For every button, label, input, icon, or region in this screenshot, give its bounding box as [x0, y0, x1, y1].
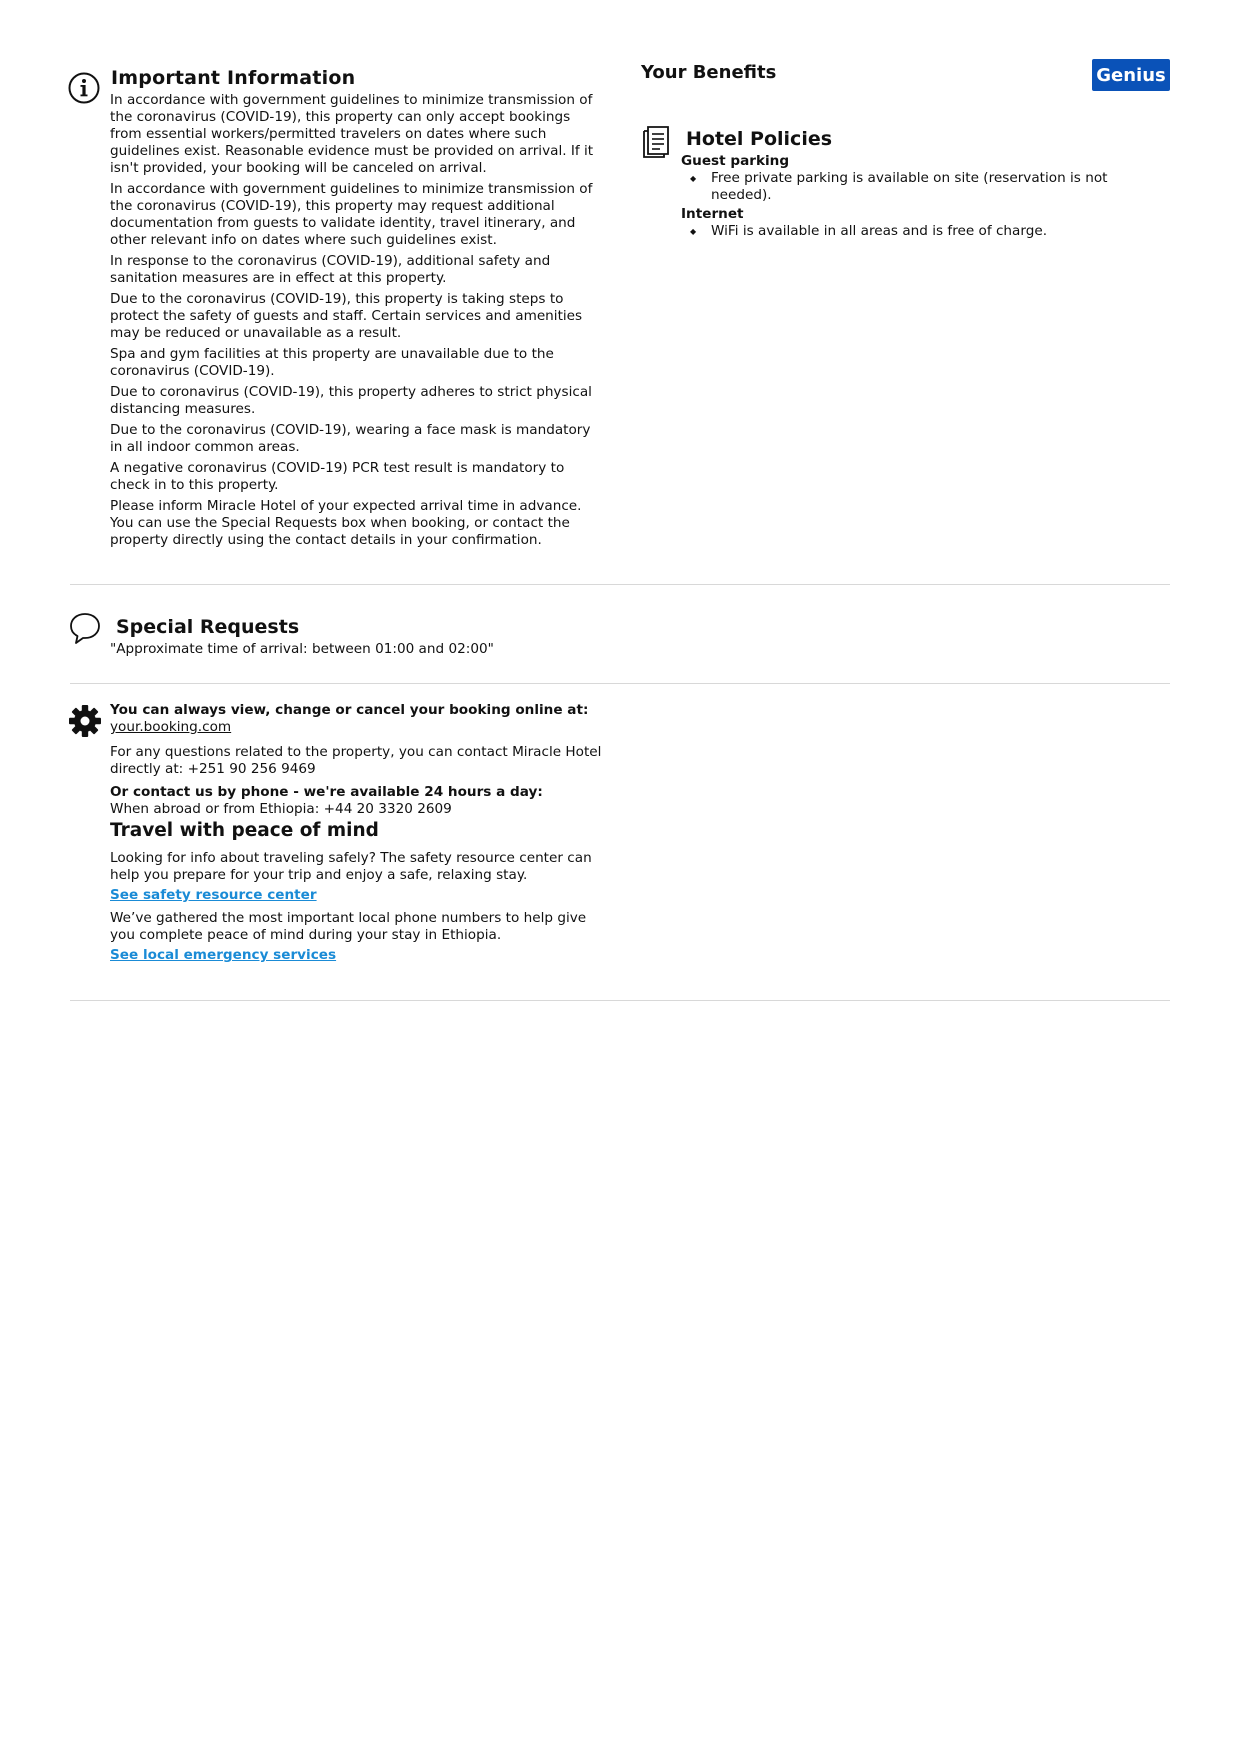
phone-contact-label: Or contact us by phone - we're available 24 hours a day: [110, 784, 543, 800]
important-paragraph: Due to the coronavirus (COVID-19), this property is taking steps to protect the safety of guests and staff. Certain services and amenities may be reduced or unavailable as a result. [110, 291, 583, 341]
speech-bubble-icon [68, 611, 102, 647]
local-emergency-services-link[interactable]: See local emergency services [110, 947, 337, 963]
safety-resource-center-link[interactable]: See safety resource center [110, 887, 317, 903]
special-requests-text: "Approximate time of arrival: between 01:00 and 02:00" [110, 641, 494, 657]
important-paragraph: Spa and gym facilities at this property are unavailable due to the coronavirus (COVID-19). [110, 346, 554, 379]
important-paragraph: Due to the coronavirus (COVID-19), wearing a face mask is mandatory in all indoor common areas. [110, 422, 591, 455]
list-item: ◆ Free private parking is available on site (reservation is not needed). [681, 170, 1171, 204]
section-divider [70, 683, 1170, 684]
important-information-title: Important Information [111, 67, 356, 89]
section-divider [70, 584, 1170, 585]
manage-booking-section [110, 702, 610, 970]
important-information-body [110, 92, 605, 553]
policy-list [681, 170, 1171, 204]
property-contact-text: For any questions related to the property, you can contact Miracle Hotel directly at: +251 90 256 9469 [110, 744, 602, 777]
policy-heading-internet: Internet [681, 206, 744, 222]
important-paragraph: Please inform Miracle Hotel of your expected arrival time in advance. You can use the Special Requests box when booking, or contact the property directly using the contact details in your confirmation. [110, 498, 582, 548]
manage-online-label: You can always view, change or cancel your booking online at: [110, 702, 589, 718]
important-paragraph: Due to coronavirus (COVID-19), this property adheres to strict physical distancing measures. [110, 384, 592, 417]
travel-safety-text: Looking for info about traveling safely? The safety resource center can help you prepare for your trip and enjoy a safe, relaxing stay. [110, 850, 592, 883]
list-item: ◆ WiFi is available in all areas and is free of charge. [681, 223, 1171, 240]
genius-badge: Genius [1092, 59, 1170, 91]
manage-online-block [110, 702, 610, 736]
phone-contact-text: When abroad or from Ethiopia: +44 20 3320 2609 [110, 801, 452, 817]
hotel-policies-title: Hotel Policies [686, 128, 833, 150]
info-icon [68, 72, 100, 104]
important-paragraph: In response to the coronavirus (COVID-19), additional safety and sanitation measures are in effect at this property. [110, 253, 551, 286]
booking-online-link[interactable]: your.booking.com [110, 719, 232, 735]
special-requests-title: Special Requests [116, 616, 300, 638]
document-icon [641, 125, 671, 159]
gear-icon [68, 704, 102, 738]
phone-contact-block [110, 784, 610, 818]
your-benefits-title: Your Benefits [641, 62, 777, 83]
travel-peace-of-mind-title: Travel with peace of mind [110, 820, 379, 841]
emergency-numbers-text: We’ve gathered the most important local phone numbers to help give you complete peace of mind during your stay in Ethiopia. [110, 910, 587, 943]
important-paragraph: In accordance with government guidelines to minimize transmission of the coronavirus (COVID-19), this property may request additional documentation from guests to validate identity, travel itinerary, and other relevant info on dates where such guidelines exist. [110, 181, 593, 248]
hotel-policies-body [681, 153, 1171, 242]
section-divider [70, 1000, 1170, 1001]
policy-heading-guest-parking: Guest parking [681, 153, 790, 169]
important-paragraph: A negative coronavirus (COVID-19) PCR test result is mandatory to check in to this property. [110, 460, 565, 493]
important-paragraph: In accordance with government guidelines to minimize transmission of the coronavirus (COVID-19), this property can only accept bookings from essential workers/permitted travelers on dates where such guidelines exist. Reasonable evidence must be provided on arrival. If it isn't provided, your booking will be canceled on arrival. [110, 92, 594, 176]
policy-list [681, 223, 1171, 240]
